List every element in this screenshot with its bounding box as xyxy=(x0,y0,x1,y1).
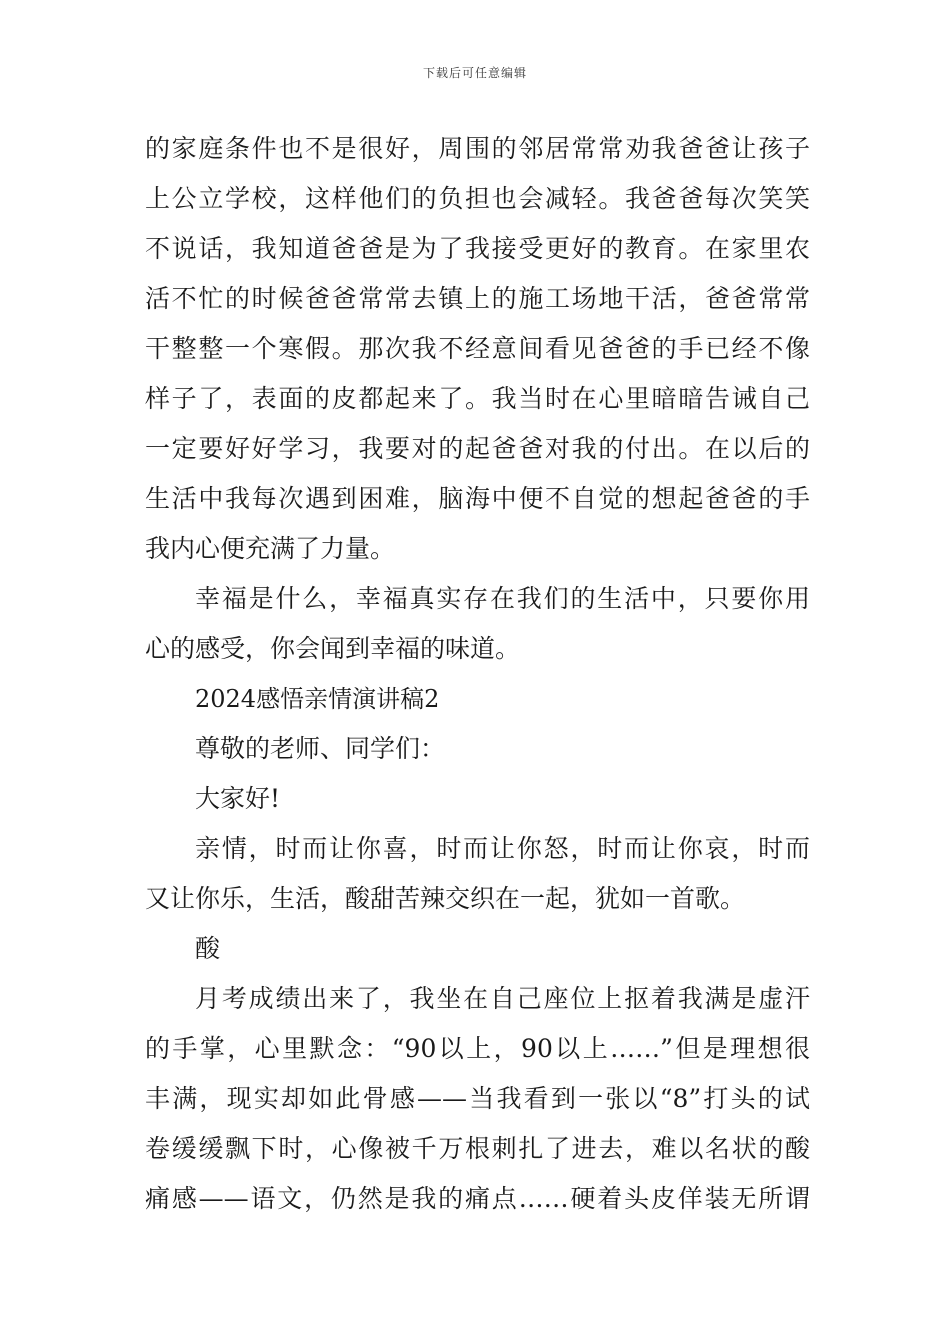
text-line: 卷缓缓飘下时，心像被千万根刺扎了进去，难以名状的酸 xyxy=(145,1134,810,1163)
paragraph-start: 亲情，时而让你喜，时而让你怒，时而让你哀，时而 xyxy=(195,834,810,863)
text-line: 生活中我每次遇到困难，脑海中便不自觉的想起爸爸的手 xyxy=(145,484,810,513)
page-header: 下载后可任意编辑 xyxy=(422,66,527,80)
text-line: 的家庭条件也不是很好，周围的邻居常常劝我爸爸让孩子 xyxy=(145,134,810,163)
text-line: 又让你乐，生活，酸甜苦辣交织在一起，犹如一首歌。 xyxy=(145,884,746,913)
text-line: 一定要好好学习，我要对的起爸爸对我的付出。在以后的 xyxy=(145,434,810,463)
text-line: 丰满，现实却如此骨感——当我看到一张以“8”打头的试 xyxy=(145,1084,810,1113)
document-body xyxy=(145,124,810,1224)
text-line: 干整整一个寒假。那次我不经意间看见爸爸的手已经不像 xyxy=(145,334,810,363)
text-line: 心的感受，你会闻到幸福的味道。 xyxy=(145,634,521,663)
text-line: 不说话，我知道爸爸是为了我接受更好的教育。在家里农 xyxy=(145,234,810,263)
text-line: 痛感——语文，仍然是我的痛点……硬着头皮佯装无所谓 xyxy=(145,1184,810,1213)
text-line: 的手掌，心里默念：“90以上，90以上……”但是理想很 xyxy=(145,1034,810,1063)
text-line: 活不忙的时候爸爸常常去镇上的施工场地干活，爸爸常常 xyxy=(145,284,810,313)
subsection-title: 酸 xyxy=(195,934,221,963)
greeting: 大家好! xyxy=(195,784,281,813)
text-line: 我内心便充满了力量。 xyxy=(145,534,396,563)
paragraph-start: 月考成绩出来了，我坐在自己座位上抠着我满是虚汗 xyxy=(195,984,810,1013)
paragraph-start: 幸福是什么，幸福真实存在我们的生活中，只要你用 xyxy=(195,584,810,613)
text-line: 上公立学校，这样他们的负担也会减轻。我爸爸每次笑笑 xyxy=(145,184,810,213)
salutation: 尊敬的老师、同学们： xyxy=(195,734,446,763)
text-line: 样子了，表面的皮都起来了。我当时在心里暗暗告诫自己 xyxy=(145,384,810,413)
section-title: 2024感悟亲情演讲稿2 xyxy=(195,685,440,713)
